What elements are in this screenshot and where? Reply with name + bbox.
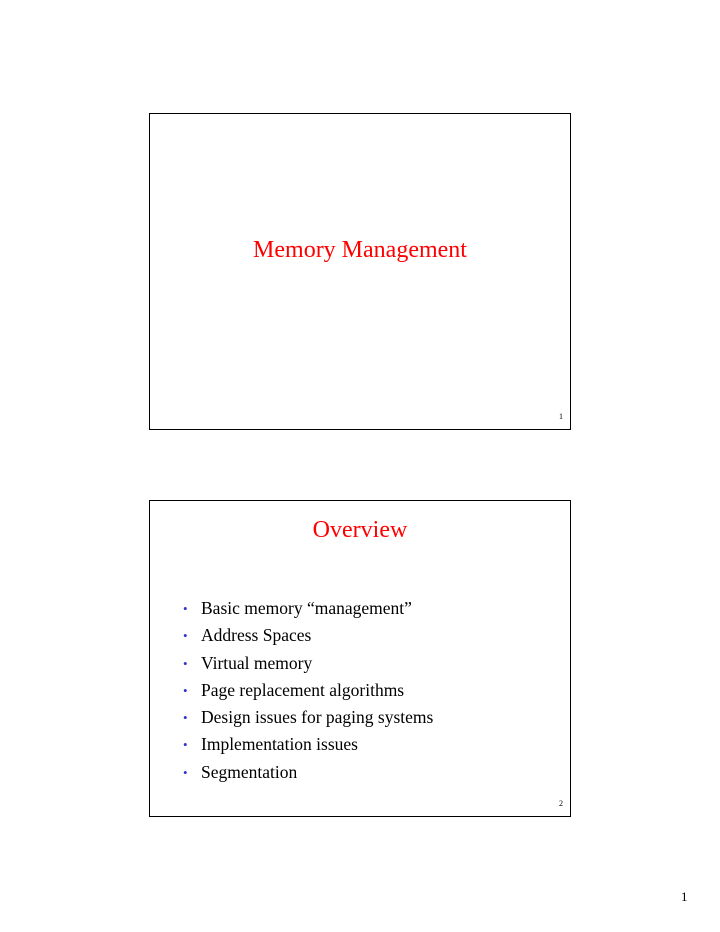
slide-title: Memory Management [253,237,467,263]
bullet-icon: • [183,628,188,644]
slide-title: Overview [312,517,408,543]
slide-2 [149,500,571,817]
slide-number: 2 [559,799,563,808]
slide-number: 1 [559,412,563,421]
list-item [183,704,433,731]
bullet-icon: • [183,601,188,616]
bullet-text: Segmentation [201,761,298,782]
bullet-icon: • [183,710,188,726]
bullet-text: Basic memory “management” [201,598,412,618]
slide-1 [149,113,571,430]
list-item [183,731,433,758]
bullet-text: Page replacement algorithms [201,679,405,700]
page-number: 1 [681,889,688,904]
bullet-icon: • [183,655,188,671]
bullet-text: Design issues for paging systems [201,707,434,728]
bullet-list [183,595,433,786]
list-item [183,622,433,649]
list-item [183,650,433,677]
bullet-text: Virtual memory [201,652,313,673]
bullet-text: Address Spaces [201,625,312,646]
bullet-text: Implementation issues [201,734,358,755]
bullet-icon: • [183,764,188,780]
bullet-icon: • [183,737,188,753]
list-item [183,595,433,622]
bullet-icon: • [183,682,188,698]
list-item [183,677,433,704]
list-item [183,759,433,786]
